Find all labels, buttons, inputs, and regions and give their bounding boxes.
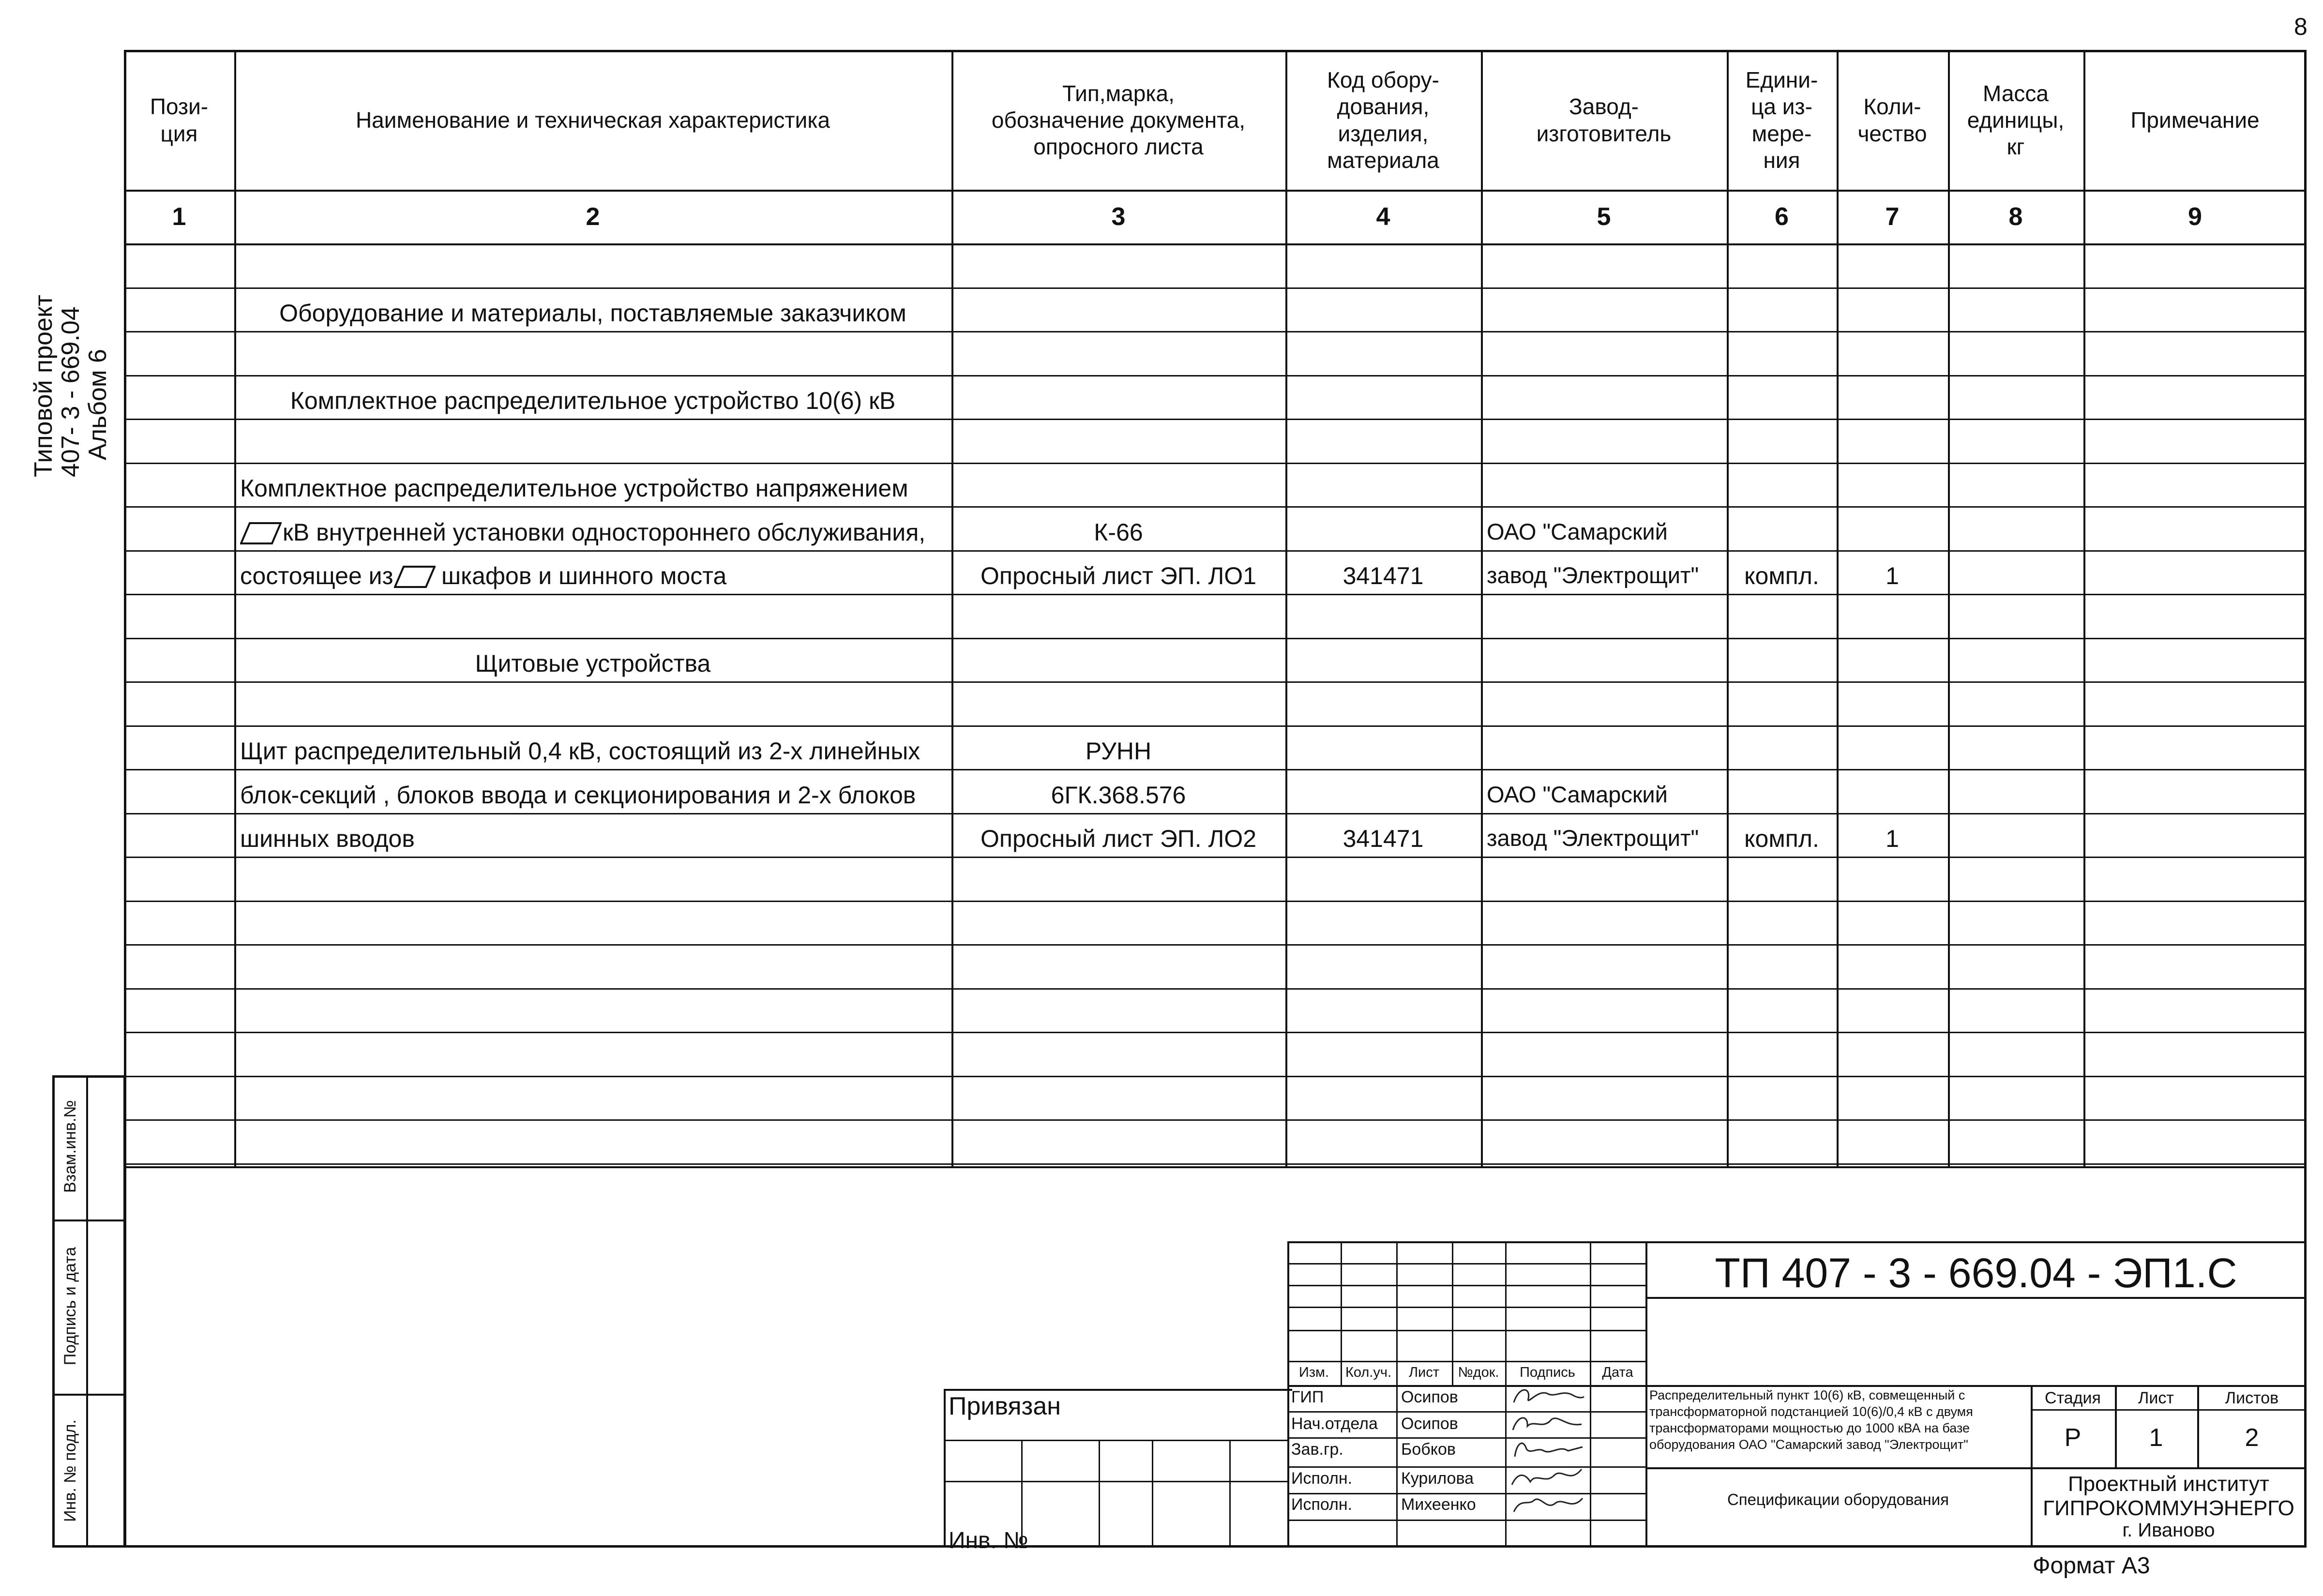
sig-header-3: №док. bbox=[1458, 1365, 1499, 1380]
description-line-3: трансформаторами мощностью до 1000 кВА на базе bbox=[1649, 1421, 1970, 1435]
column-header-3: Тип,марка, обозначение документа, опросного листа bbox=[991, 80, 1246, 160]
column-number-8: 8 bbox=[2008, 203, 2023, 231]
stage-value: Р bbox=[2064, 1424, 2082, 1452]
column-header-2: Наименование и техническая характеристика bbox=[355, 107, 830, 133]
institute-line-1: Проектный институт bbox=[2067, 1472, 2270, 1496]
sig-header-0: Изм. bbox=[1298, 1365, 1329, 1380]
row-name: шинных вводов bbox=[240, 825, 415, 852]
document-code: ТП 407 - 3 - 669.04 - ЭП1.С bbox=[1715, 1250, 2237, 1296]
row-name: Комплектное распределительное устройство напряжением bbox=[240, 475, 908, 502]
row-name: блок-секций , блоков ввода и секционирования и 2-х блоков bbox=[240, 782, 916, 809]
column-number-3: 3 bbox=[1111, 203, 1126, 231]
row-type: 6ГК.368.576 bbox=[1051, 782, 1186, 809]
sheets-value: 2 bbox=[2245, 1424, 2259, 1452]
role-person: Осипов bbox=[1401, 1388, 1458, 1406]
column-number-9: 9 bbox=[2188, 203, 2202, 231]
column-header-7: Коли- чество bbox=[1857, 94, 1927, 146]
privyazan-label: Привязан bbox=[949, 1392, 1061, 1420]
handwritten-signature bbox=[1509, 1436, 1586, 1461]
row-maker: завод "Электрощит" bbox=[1487, 562, 1699, 588]
inv-no-label: Инв. № bbox=[949, 1528, 1028, 1553]
role-person: Михеенко bbox=[1401, 1495, 1476, 1514]
column-number-4: 4 bbox=[1376, 203, 1390, 231]
left-strip-vzam: Взам.инв.№ bbox=[61, 1100, 79, 1193]
sig-header-1: Кол.уч. bbox=[1345, 1365, 1392, 1380]
side-stamp-line1: Типовой проект bbox=[30, 294, 58, 477]
row-name: состоящее из bbox=[240, 562, 393, 589]
role-person: Курилова bbox=[1401, 1469, 1474, 1488]
blank-value-box bbox=[240, 521, 282, 545]
sig-header-2: Лист bbox=[1408, 1365, 1439, 1380]
role-title: Исполн. bbox=[1291, 1495, 1353, 1514]
column-number-5: 5 bbox=[1597, 203, 1611, 231]
description-line-4: оборудования ОАО "Самарский завод "Электрощит" bbox=[1649, 1437, 1968, 1452]
sig-header-5: Дата bbox=[1602, 1365, 1633, 1380]
row-name: Оборудование и материалы, поставляемые заказчиком bbox=[279, 300, 906, 327]
column-header-4: Код обору- дования, изделия, материала bbox=[1327, 67, 1439, 173]
row-unit: компл. bbox=[1744, 562, 1819, 589]
row-type: РУНН bbox=[1085, 738, 1152, 765]
row-code: 341471 bbox=[1343, 825, 1424, 852]
row-maker: ОАО "Самарский bbox=[1487, 782, 1668, 807]
side-stamp-line2: 407- 3 - 669.04 bbox=[57, 306, 85, 477]
role-title: Исполн. bbox=[1291, 1469, 1353, 1488]
sig-header-4: Подпись bbox=[1520, 1365, 1575, 1380]
left-strip-inv: Инв. № подл. bbox=[61, 1419, 79, 1522]
column-number-2: 2 bbox=[586, 203, 600, 231]
row-name: Комплектное распределительное устройство 10(6) кВ bbox=[290, 387, 896, 414]
description-line-2: трансформаторной подстанцией 10(6)/0,4 кВ с двумя bbox=[1649, 1404, 1973, 1419]
role-title: Зав.гр. bbox=[1291, 1440, 1343, 1459]
stage-label: Стадия bbox=[2045, 1389, 2101, 1407]
row-code: 341471 bbox=[1343, 562, 1424, 589]
handwritten-signature bbox=[1509, 1465, 1586, 1491]
role-title: Нач.отдела bbox=[1291, 1415, 1378, 1433]
sheet-label: Лист bbox=[2138, 1389, 2174, 1407]
column-header-6: Едини- ца из- мере- ния bbox=[1745, 67, 1818, 173]
handwritten-signature bbox=[1509, 1411, 1586, 1436]
side-stamp-line3: Альбом 6 bbox=[84, 349, 112, 460]
column-number-1: 1 bbox=[172, 203, 186, 231]
page-number: 8 bbox=[2294, 13, 2308, 40]
format-label: Формат А3 bbox=[2033, 1553, 2150, 1579]
left-strip-podpis: Подпись и дата bbox=[61, 1247, 79, 1366]
column-header-9: Примечание bbox=[2130, 107, 2260, 133]
row-unit: компл. bbox=[1744, 825, 1819, 852]
row-maker: ОАО "Самарский bbox=[1487, 519, 1668, 544]
row-type: Опросный лист ЭП. ЛО1 bbox=[980, 562, 1257, 589]
row-qty: 1 bbox=[1886, 562, 1899, 589]
row-name-suffix: шкафов и шинного моста bbox=[441, 562, 727, 589]
row-name: Щитовые устройства bbox=[475, 650, 711, 677]
handwritten-signature bbox=[1509, 1384, 1586, 1409]
description-line-1: Распределительный пункт 10(6) кВ, совмещенный с bbox=[1649, 1388, 1965, 1402]
blank-value-box bbox=[394, 565, 436, 589]
column-header-8: Масса единицы, кг bbox=[1967, 80, 2065, 160]
column-header-1: Пози- ция bbox=[150, 94, 209, 146]
sheet-value: 1 bbox=[2149, 1424, 2163, 1452]
role-person: Осипов bbox=[1401, 1415, 1458, 1433]
column-header-5: Завод- изготовитель bbox=[1536, 94, 1672, 146]
sheet-title: Спецификации оборудования bbox=[1727, 1491, 1949, 1508]
column-number-7: 7 bbox=[1885, 203, 1900, 231]
row-name: Щит распределительный 0,4 кВ, состоящий из 2-х линейных bbox=[240, 738, 920, 765]
row-maker: завод "Электрощит" bbox=[1487, 825, 1699, 851]
sheets-label: Листов bbox=[2225, 1389, 2279, 1407]
institute-line-3: г. Иваново bbox=[2122, 1520, 2215, 1541]
row-name: кВ внутренней установки одностороннего обслуживания, bbox=[283, 519, 926, 546]
handwritten-signature bbox=[1509, 1491, 1586, 1517]
role-title: ГИП bbox=[1291, 1388, 1324, 1406]
row-qty: 1 bbox=[1886, 825, 1899, 852]
role-person: Бобков bbox=[1401, 1440, 1456, 1459]
institute-line-2: ГИПРОКОММУНЭНЕРГО bbox=[2043, 1496, 2294, 1520]
row-type: К-66 bbox=[1094, 519, 1143, 546]
column-number-6: 6 bbox=[1775, 203, 1789, 231]
row-type: Опросный лист ЭП. ЛО2 bbox=[980, 825, 1257, 852]
